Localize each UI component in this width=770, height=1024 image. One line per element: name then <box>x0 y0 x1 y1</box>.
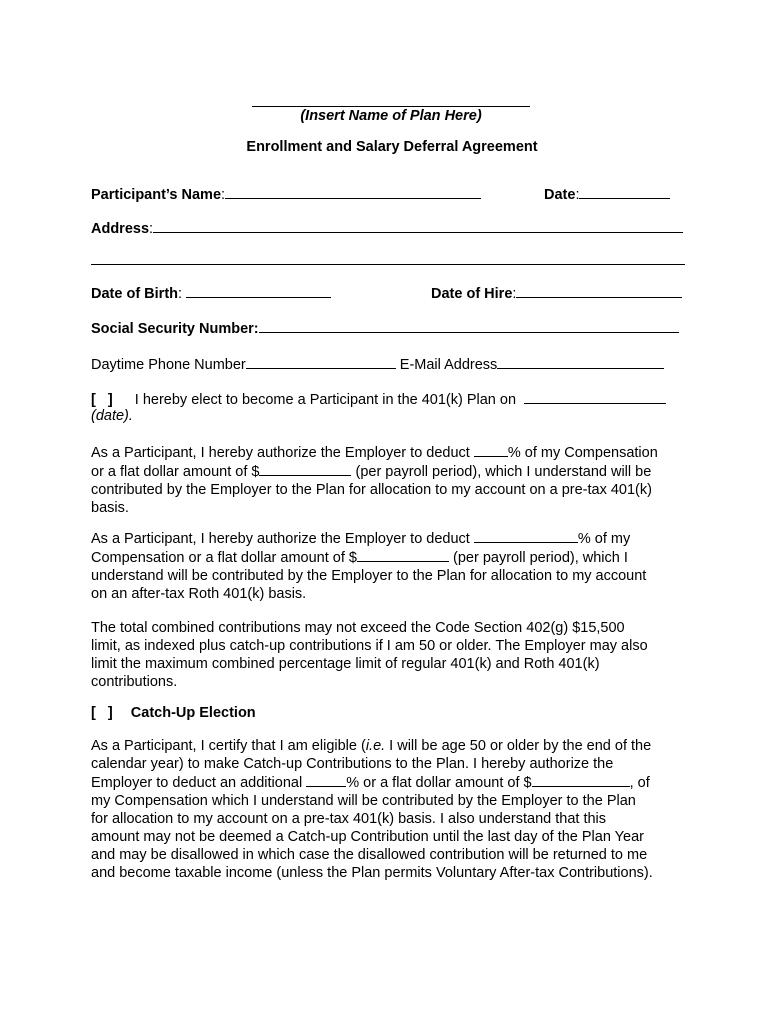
address-label: Address <box>91 221 150 237</box>
date-row: Date: <box>544 185 670 203</box>
roth-paragraph: As a Participant, I hereby authorize the Employer to deduct % of my Compensation or a flat dollar amount of $ (per payroll period), which I understand will be contributed by the Employer to the Plan for allocation to my account on an after-tax Roth 401(k) basis. <box>91 531 647 602</box>
doh-row: Date of Hire: <box>431 284 682 302</box>
plan-name-placeholder: (Insert Name of Plan Here) <box>300 108 482 124</box>
roth-percent-field[interactable] <box>474 529 578 543</box>
participant-name-row: Participant’s Name: <box>91 185 481 203</box>
ssn-label: Social Security Number: <box>91 321 259 337</box>
pretax-paragraph: As a Participant, I hereby authorize the Employer to deduct % of my Compensation or a flat dollar amount of $ (per payroll period), which I understand will be contributed by the Employer to the Plan for allocation to my account on a pre-tax 401(k) basis. <box>91 445 658 516</box>
phone-field[interactable] <box>246 355 396 369</box>
catchup-checkbox[interactable]: [ ] <box>91 705 113 721</box>
contact-row <box>91 355 664 373</box>
catchup-heading: Catch-Up Election <box>130 705 256 721</box>
dob-label: Date of Birth <box>91 286 178 302</box>
address-field[interactable] <box>153 219 683 233</box>
doh-field[interactable] <box>516 284 682 298</box>
date-label: Date <box>544 187 576 203</box>
elect-date-field[interactable] <box>524 390 666 404</box>
elect-checkbox[interactable]: [ ] <box>91 392 113 408</box>
email-label: E-Mail Address <box>399 357 498 373</box>
form-title: Enrollment and Salary Deferral Agreement <box>246 139 538 155</box>
elect-row <box>91 390 666 408</box>
catchup-percent-field[interactable] <box>306 773 346 787</box>
pretax-amount-field[interactable] <box>259 462 351 476</box>
dob-row: Date of Birth: <box>91 284 331 302</box>
plan-name-line[interactable] <box>252 106 530 107</box>
elect-text: I hereby elect to become a Participant in the 401(k) Plan on <box>134 392 517 408</box>
elect-date-hint: (date). <box>91 408 133 424</box>
ssn-row <box>91 319 679 337</box>
catchup-heading-row <box>91 705 256 721</box>
date-field[interactable] <box>579 185 670 199</box>
roth-amount-field[interactable] <box>357 548 449 562</box>
participant-name-field[interactable] <box>225 185 481 199</box>
address-line-2[interactable] <box>91 264 685 265</box>
dob-field[interactable] <box>186 284 331 298</box>
phone-label: Daytime Phone Number <box>91 357 246 373</box>
catchup-paragraph: As a Participant, I certify that I am eligible (i.e. I will be age 50 or older by the end of the calendar year) to make Catch-up Contributions to the Plan. I hereby authorize the Employer to deduct an additional % or a flat dollar amount of $ , of my Compensation which I understand will be contributed by the Employer to the Plan for allocation to my account on a pre-tax 401(k) basis. I also understand that this amount may not be deemed a Catch-up Contribution until the last day of the Plan Year and may be disallowed in which case the disallowed contribution will be returned to me and become taxable income (unless the Plan permits Voluntary After-tax Contributions). <box>91 738 653 881</box>
pretax-percent-field[interactable] <box>474 443 508 457</box>
doh-label: Date of Hire <box>431 286 513 302</box>
participant-name-label: Participant’s Name <box>91 187 222 203</box>
address-row: Address: <box>91 219 683 237</box>
catchup-amount-field[interactable] <box>532 773 630 787</box>
limits-paragraph: The total combined contributions may not exceed the Code Section 402(g) $15,500 limit, as indexed plus catch-up contributions if I am 50 or older. The Employer may also limit the maximum combined percentage limit of regular 401(k) and Roth 401(k) contributions. <box>91 620 648 690</box>
ssn-field[interactable] <box>259 319 679 333</box>
email-field[interactable] <box>497 355 664 369</box>
